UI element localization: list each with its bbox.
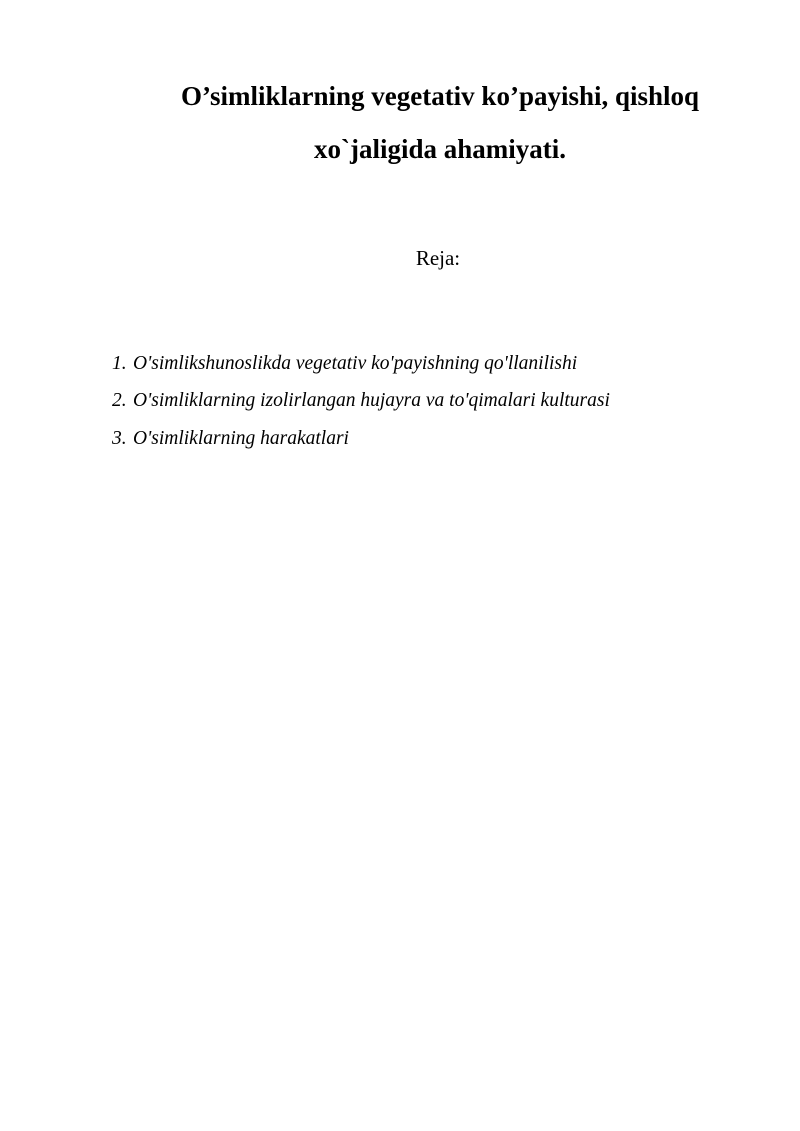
plan-item-2 (112, 383, 610, 421)
document-title-line-1: O’simliklarning vegetativ ko’payishi, qishloq (180, 81, 700, 111)
plan-item-text: O'simliklarning harakatlari (133, 427, 349, 449)
plan-item-text: O'simlikshunoslikda vegetativ ko'payishning qo'llanilishi (133, 352, 578, 374)
plan-list (112, 345, 610, 458)
document-title-line-2: xo`jaligida ahamiyati. (313, 134, 566, 164)
plan-item-1 (112, 345, 610, 383)
plan-item-text: O'simliklarning izolirlangan hujayra va to'qimalari kulturasi (133, 390, 610, 412)
plan-item-number: 1. (112, 352, 127, 374)
plan-item-number: 2. (112, 390, 127, 412)
plan-item-3 (112, 420, 610, 458)
document-title (110, 70, 770, 176)
plan-heading: Reja: (415, 246, 461, 270)
plan-item-number: 3. (112, 427, 127, 449)
